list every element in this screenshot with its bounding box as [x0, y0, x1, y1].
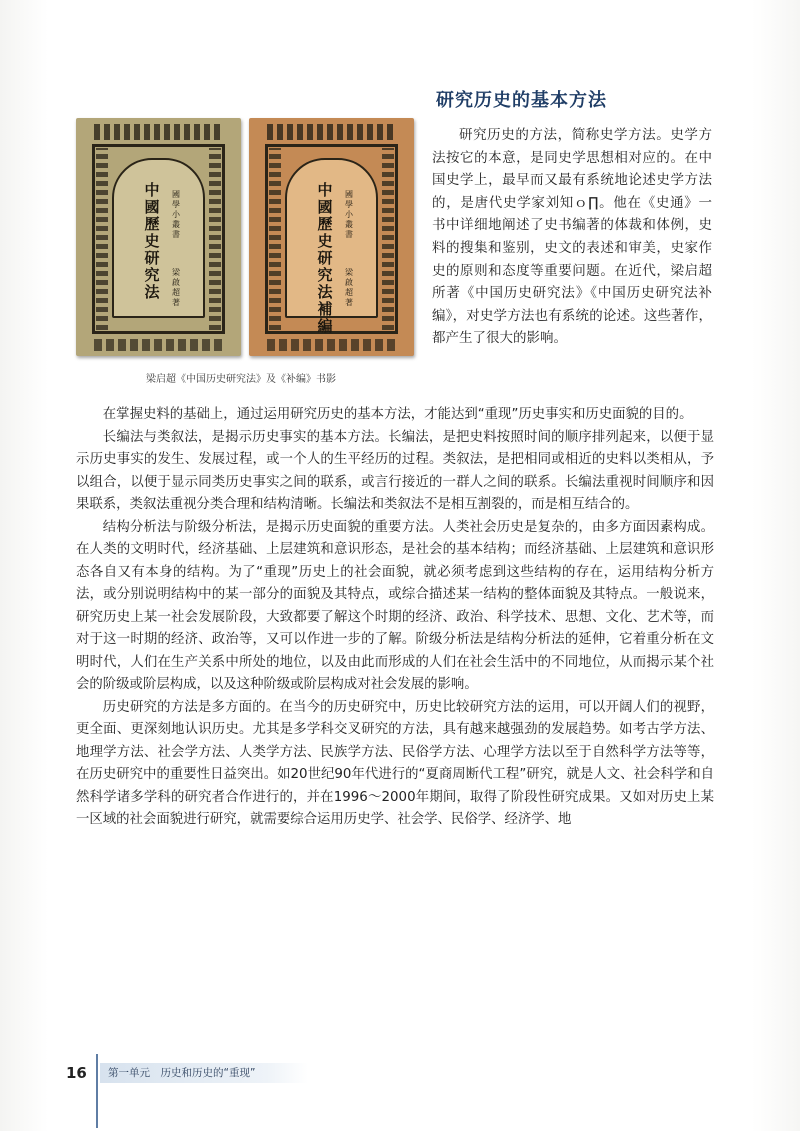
paragraph: 长编法与类叙法，是揭示历史事实的基本方法。长编法，是把史料按照时间的顺序排列起来，以便于显示历史事实的发生、发展过程，或一个人的生平经历的过程。类叙法，是把相同或相近的史料以类相从，予以组合，以便于显示同类历史事实之间的联系，或言行接近的一群人之间的联系。长编法重视时间顺序和因果联系，类叙法重视分类合理和结构清晰。长编法和类叙法不是相互割裂的，而是相互结合的。 [76, 429, 714, 512]
book-cover-image [249, 118, 414, 356]
figure-caption: 梁启超《中国历史研究法》及《补编》书影 [146, 374, 336, 385]
cover-ornament [267, 124, 396, 140]
cover-ornament [267, 339, 396, 351]
paragraph: 在掌握史料的基础上，通过运用研究历史的基本方法，才能达到“重现”历史事实和历史面貌的目的。 [102, 407, 693, 422]
section-title: 研究历史的基本方法 [436, 90, 607, 111]
cover-author: 梁啟超著 [172, 268, 180, 307]
page-number: 16 [66, 1064, 87, 1082]
cover-series: 國學小叢書 [172, 190, 180, 239]
running-footer: 第一单元 历史和历史的“重现” [100, 1063, 308, 1083]
book-cover-image [76, 118, 241, 356]
cover-ornament [94, 124, 223, 140]
cover-title: 中國歷史研究法 [144, 181, 160, 301]
cover-ornament [96, 148, 108, 330]
paragraph: 结构分析法与阶级分析法，是揭示历史面貌的重要方法。人类社会历史是复杂的，由多方面因素构成。在人类的文明时代，经济基础、上层建筑和意识形态，是社会的基本结构；而经济基础、上层建筑和意识形态各自又有本身的结构。为了“重现”历史上的社会面貌，就必须考虑到这些结构的存在，运用结构分析方法，或分别说明结构中的某一部分的面貌及其特点，或综合描述某一结构的整体面貌及其特点。一般说来，研究历史上某一社会发展阶段，大致都要了解这个时期的经济、政治、科学技术、思想、文化、艺术等，而对于这一时期的经济、政治等，又可以作进一步的了解。阶级分析法是结构分析法的延伸，它着重分析在文明时代，人们在生产关系中所处的地位，以及由此而形成的人们在社会生活中的不同地位，从而揭示某个社会的阶级或阶层构成，以及这种阶级或阶层构成对社会发展的影响。 [76, 519, 714, 692]
intro-paragraph: 研究历史的方法，简称史学方法。史学方法按它的本意，是同史学思想相对应的。在中国史学上，最早而又最有系统地论述史学方法的，是唐代史学家刘知ｏ∏。他在《史通》一书中详细地阐述了史书编著的体裁和体例，史料的搜集和鉴别，史文的表述和审美，史家作史的原则和态度等重要问题。在近代，梁启超所著《中国历史研究法》《中国历史研究法补编》，对史学方法也有系统的论述。这些著作，都产生了很大的影响。 [432, 127, 712, 347]
cover-ornament [382, 148, 394, 330]
cover-ornament [94, 339, 223, 351]
cover-author: 梁啟超著 [345, 268, 353, 307]
cover-series: 國學小叢書 [345, 190, 353, 239]
cover-ornament [209, 148, 221, 330]
cover-title: 中國歷史研究法補編 [317, 181, 333, 335]
footer-rule [96, 1054, 98, 1128]
body-text [76, 404, 714, 832]
book-covers-figure [76, 118, 414, 358]
paragraph: 历史研究的方法是多方面的。在当今的历史研究中，历史比较研究方法的运用，可以开阔人们的视野，更全面、更深刻地认识历史。尤其是多学科交叉研究的方法，具有越来越强劲的发展趋势。如考古学方法、地理学方法、社会学方法、人类学方法、民族学方法、民俗学方法、心理学方法以至于自然科学方法等等，在历史研究中的重要性日益突出。如20世纪90年代进行的“夏商周断代工程”研究，就是人文、社会科学和自然科学诸多学科的研究者合作进行的，并在1996～2000年期间，取得了阶段性研究成果。又如对历史上某一区域的社会面貌进行研究，就需要综合运用历史学、社会学、民俗学、经济学、地 [76, 699, 714, 827]
cover-ornament [269, 148, 281, 330]
